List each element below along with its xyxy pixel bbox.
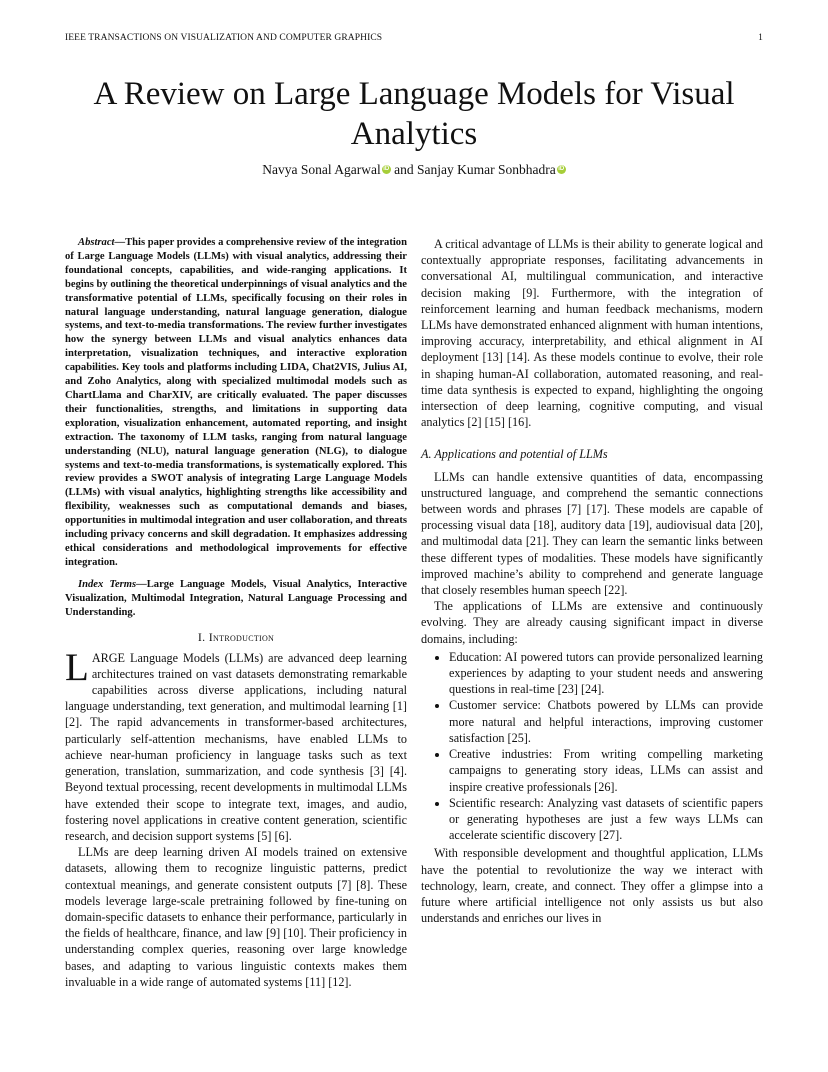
left-column	[65, 236, 407, 990]
drop-cap: L	[65, 645, 89, 689]
application-list	[421, 649, 763, 843]
section-number: I.	[197, 630, 209, 645]
abstract-text: —This paper provides a comprehensive review of the integration of Large Language Models (LLMs) with visual analytics, addressing their foundational concepts, capabilities, and wide-ranging applications. It begins by outlining the theoretical underpinnings of visual analytics and the transformative potential of LLMs, specifically focusing on their roles in natural language understanding, natural language generation, dialogue systems, and text-to-media transformations. The review further investigates how the synergy between LLMs and visual analytics enhances data interpretation, visualization techniques, and interactive exploration capabilities. Key tools and platforms including LIDA, Chat2VIS, Julius AI, and Zoho Analytics, along with specialized multimodal models such as ChartLlama and CharXIV, are critically evaluated. The paper discusses their functionalities, strengths, and limitations in supporting data exploration, visualization enhancement, automated reporting, and insight extraction. The taxonomy of LLM tasks, ranging from natural language understanding (NLU), natural language generation (NLG), to dialogue systems and text-to-media transformations, is systematically explored. This review provides a SWOT analysis of integrating Large Language Models (LLMs) with visual analytics, highlighting strengths like accessibility and flexibility, weaknesses such as computational demands and biases, opportunities in multimodal integration and user collaboration, and threats including privacy concerns and skill degradation. It emphasizes addressing ethical considerations and methodological improvements for effective integration.	[65, 237, 407, 568]
orcid-icon[interactable]: iD	[383, 166, 390, 172]
author-connector: and	[390, 162, 417, 177]
author-name: Navya Sonal Agarwal	[262, 162, 381, 177]
section-title: Introduction	[208, 630, 275, 645]
right-column	[421, 236, 763, 926]
author-name: Sanjay Kumar Sonbhadra	[417, 162, 556, 177]
subsection-heading: A. Applications and potential of LLMs	[421, 447, 608, 462]
running-header	[65, 33, 763, 47]
paragraph	[65, 645, 407, 844]
paragraph: A critical advantage of LLMs is their ability to generate logical and contextually appropriate responses, facilitating advancements in conversational AI, multilingual communication, and interactive decision making [9]. Furthermore, with the integration of reinforcement learning and human feedback mechanisms, modern LLMs have demonstrated enhanced alignment with human intentions, improving accuracy, interpretability, and ethical alignment in AI deployment [13] [14]. As these models continue to evolve, their role in shaping human-AI collaboration, automated reasoning, and real-time data synthesis is expected to expand, highlighting the ongoing intersection of deep learning, cognitive computing, and visual analytics [2] [15] [16].	[421, 237, 763, 430]
paragraph: LLMs can handle extensive quantities of data, encompassing unstructured language, and comprehend the semantic connections between words and phrases [7] [17]. These models are capable of processing visual data [18], auditory data [19], audiovisual data [20], and multimodal data [21]. They can learn the semantic links between these different types of modalities. These models have significantly improved machine’s ability to comprehend and generate language that closely resembles human speech [22].	[421, 469, 763, 598]
list-item: • Customer service: Chatbots powered by LLMs can provide more natural and helpful interactions, improving customer satisfaction [25].	[449, 697, 763, 746]
index-terms-text: —Large Language Models, Visual Analytics, Interactive Visualization, Multimodal Integration, Natural Language Processing and Understanding.	[65, 578, 407, 618]
paragraph-text: ARGE Language Models (LLMs) are advanced deep learning architectures trained on vast datasets demonstrating remarkable capabilities across diverse applications, including natural language understanding, text generation, and multimodal learning [1] [2]. The rapid advancements in transformer-based architectures, particularly self-attention mechanisms, have enabled LLMs to achieve near-human proficiency in language tasks such as text generation, translation, summarization, and code synthesis [3] [4]. Beyond textual processing, recent developments in multimodal LLMs have extended their scope to integrate text, images, and audio, fostering novel applications in creative content generation, scientific research, and decision support systems [5] [6].	[65, 650, 407, 843]
journal-name: IEEE TRANSACTIONS ON VISUALIZATION AND COMPUTER GRAPHICS	[65, 33, 383, 43]
list-item: • Education: AI powered tutors can provide personalized learning experiences by adapting to your student needs and answering questions in real-time [23] [24].	[449, 649, 763, 698]
list-item: • Scientific research: Analyzing vast datasets of scientific papers or generating hypotheses are just a few ways LLMs can accelerate scientific discovery [27].	[449, 795, 763, 844]
paragraph: LLMs are deep learning driven AI models trained on extensive datasets, allowing them to recognize linguistic patterns, predict contextual meanings, and generate consistent outputs [7] [8]. These models leverage large-scale pretraining followed by fine-tuning on domain-specific datasets to enhance their performance, particularly in the fields of healthcare, finance, and law [9] [10]. Their proficiency in understanding complex queries, reasoning over large knowledge bases, and adapting to various linguistic contexts makes them invaluable in a wide range of automated systems [11] [12].	[65, 845, 407, 989]
list-item: • Creative industries: From writing compelling marketing campaigns to generating story ideas, LLMs can assist and inspire creative professionals [26].	[449, 746, 763, 795]
paper-title: A Review on Large Language Models for Visual Analytics	[93, 76, 735, 152]
orcid-icon[interactable]: iD	[558, 166, 565, 172]
paragraph: The applications of LLMs are extensive and continuously evolving. They are already causing significant impact in diverse domains, including:	[421, 599, 763, 646]
index-terms	[65, 578, 407, 620]
abstract-label: Abstract	[78, 237, 115, 248]
page-number: 1	[758, 33, 763, 43]
abstract	[65, 236, 407, 570]
paragraph: With responsible development and thoughtful application, LLMs have the potential to revolutionize the way we interact with technology, learn, create, and connect. They offer a glimpse into a future where artificial intelligence not only assists us but also understands and enriches our lives in	[421, 846, 763, 926]
author-line	[40, 161, 788, 179]
index-terms-label: Index Terms	[78, 578, 137, 590]
section-heading	[65, 629, 407, 645]
